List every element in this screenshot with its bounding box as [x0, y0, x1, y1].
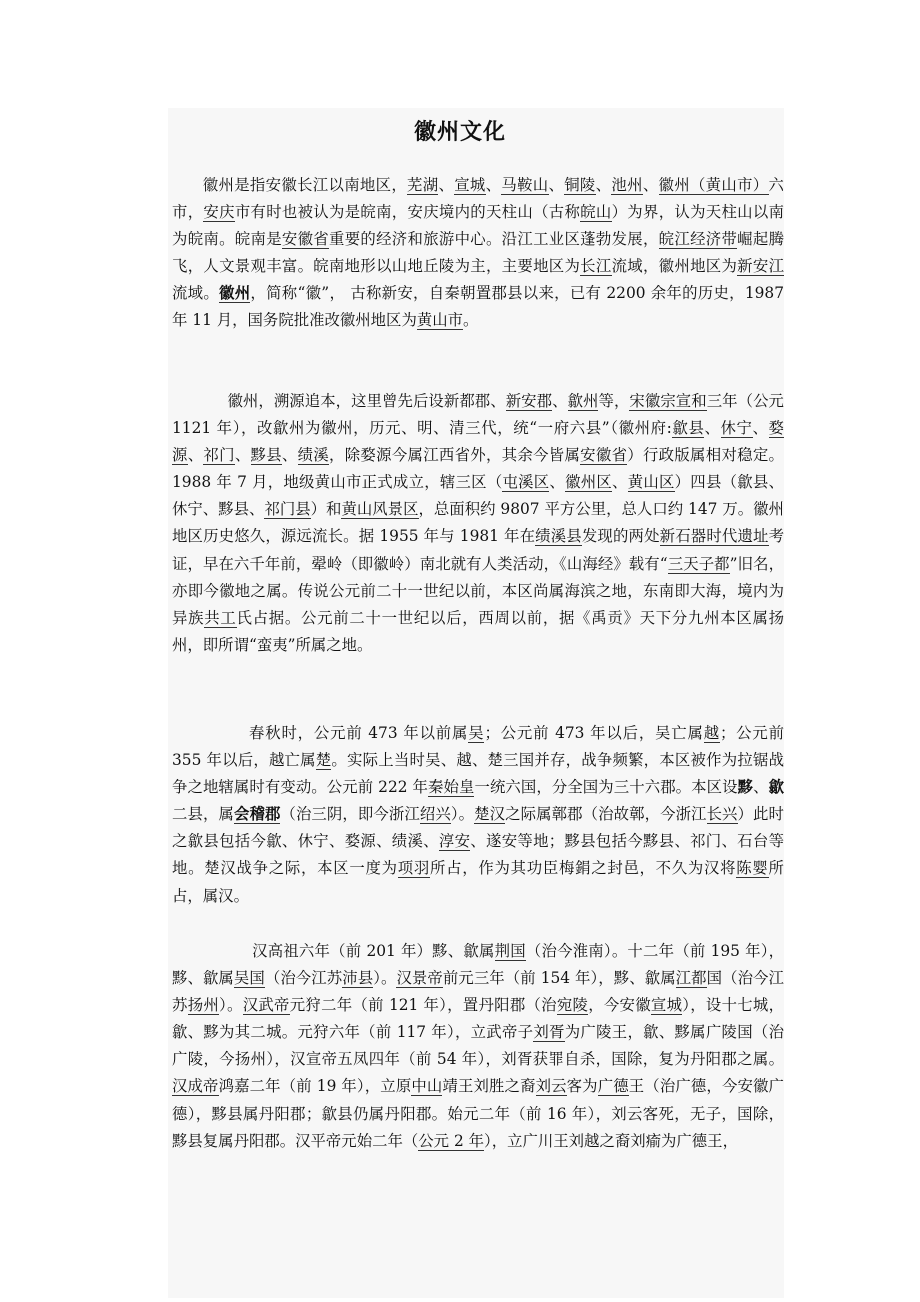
text-span: ），设十七城，歙、黟为其二城。元狩六年（前 117 年），立武帝子: [172, 996, 784, 1042]
text-span: （治三阴，即今浙江: [280, 805, 420, 824]
text-span: 为广陵王，歙、黟属广陵国（治广陵，今扬州），汉宣帝五凤四年（前 54 年），刘胥获罪自杀，国除，复为丹阳郡之属。: [172, 1023, 784, 1069]
term-link[interactable]: 屯溪区: [502, 473, 550, 492]
text-span: ）。: [450, 805, 475, 824]
term-link[interactable]: 汉成帝: [172, 1077, 219, 1096]
term-link[interactable]: 扬州: [187, 996, 220, 1015]
text-span: 鸿嘉二年（前 19 年），立原: [218, 1077, 412, 1096]
text-span: ”旧名，亦即今徽地之属。传说公元前二十一世纪以前，本区尚属海滨之地，东南即大海，境内为异族: [172, 554, 784, 627]
text-span: 。: [463, 311, 479, 330]
text-span: 徽州是指安徽长江以南地区，: [202, 176, 408, 194]
text-span: 、: [612, 473, 628, 492]
term-link[interactable]: 汉武帝: [242, 996, 290, 1015]
term-link[interactable]: 吴: [468, 724, 485, 742]
term-link[interactable]: 黄山风景区: [341, 500, 419, 519]
paragraph-text: [172, 938, 784, 1155]
term-link[interactable]: 徽州（黄山市）: [658, 176, 769, 194]
text-span: 氏占据。公元前二十一世纪以后，西周以前，据《禹贡》天下分九州本区属扬州，即所谓“蛮夷”所属之地。: [172, 608, 784, 654]
term-link[interactable]: 皖山: [580, 203, 612, 222]
text-span: 所占，属汉。: [172, 859, 784, 905]
term-link[interactable]: 汉景帝: [396, 969, 443, 988]
term-link[interactable]: 黟县: [250, 446, 282, 465]
text-span: ；公元前 355 年以后，越亡属: [172, 724, 784, 770]
text-span: 市有时也被认为是皖南，安庆境内的天柱山（古称: [234, 203, 581, 222]
text-span: 、: [281, 446, 298, 465]
text-span: 国（治今江苏: [172, 969, 784, 1015]
term-link[interactable]: 广德: [597, 1077, 629, 1096]
text-span: 春秋时，公元前 473 年以前属: [249, 724, 469, 742]
text-span: 王（治广德，今安徽广德），黟县属丹阳郡；歙县仍属丹阳郡。始元二年（前 16 年），刘云客死，无子，国除，黟县复属丹阳郡。汉平帝元始二年（: [172, 1077, 784, 1150]
text-span: 、: [642, 176, 659, 194]
term-link[interactable]: 绍兴: [419, 805, 451, 824]
text-span: 等，: [598, 392, 630, 410]
paragraph-2: [172, 388, 784, 659]
text-span: 流域，徽州地区为: [611, 257, 738, 276]
term-link[interactable]: 铜陵: [564, 176, 596, 194]
text-span: ，今安徽: [588, 996, 651, 1015]
term-link[interactable]: 新安郡: [505, 392, 553, 410]
term-link[interactable]: 绩溪县: [535, 527, 582, 546]
term-link[interactable]: 皖江经济带: [658, 230, 738, 249]
term-link[interactable]: 黄山区: [627, 473, 675, 492]
text-span: 、: [438, 176, 455, 194]
paragraph-text: [172, 720, 784, 910]
text-span: 发现的两处: [581, 527, 660, 546]
term-link[interactable]: 池州: [611, 176, 643, 194]
paragraph-text: [172, 172, 784, 335]
term-link[interactable]: 马鞍山: [501, 176, 549, 194]
term-link[interactable]: 吴国: [233, 969, 265, 988]
term-link[interactable]: 刘胥: [533, 1023, 565, 1042]
term-link[interactable]: 江都: [675, 969, 707, 988]
term-link[interactable]: 长江: [580, 257, 612, 276]
text-span: 考证，早在六千年前，翚岭（即徽岭）南北就有人类活动，《山海经》载有“: [172, 527, 784, 573]
text-span: 六市，: [172, 176, 784, 222]
text-span: ）四县（歙县、休宁、黟县、: [172, 473, 784, 519]
term-link[interactable]: 绩溪: [297, 446, 330, 465]
term-link[interactable]: 宋徽宗: [629, 392, 676, 410]
term-link[interactable]: 黄山市: [416, 311, 464, 330]
term-link[interactable]: 祁门县: [264, 500, 311, 519]
text-span: ，总面积约 9807 平方公里，总人口约 147 万。徽州地区历史悠久，源远流长。据 1955 年与 1981 年在: [172, 500, 784, 546]
term-link[interactable]: 宣和: [675, 392, 707, 410]
term-link[interactable]: 公元 2 年: [418, 1131, 485, 1150]
term-link[interactable]: 新石器时代遗址: [659, 527, 769, 546]
term-link[interactable]: 徽州: [219, 284, 251, 303]
term-link[interactable]: 越: [703, 724, 720, 742]
term-link[interactable]: 婺源: [172, 419, 784, 465]
text-span: 、遂安等地；黟县包括今黟县、祁门、石台等地。楚汉战争之际，本区一度为: [172, 832, 784, 878]
paragraph-1: [172, 172, 784, 335]
term-link[interactable]: 芜湖: [407, 176, 439, 194]
text-span: ；公元前 473 年以后，吴亡属: [484, 724, 704, 742]
text-span: 、: [552, 392, 568, 410]
term-link[interactable]: 三天子都: [667, 554, 730, 573]
text-span: 重要的经济和旅游中心。沿江工业区蓬勃发展，: [329, 230, 659, 249]
text-span: 三年（公元 1121 年），改歙州为徽州，历元、明、清三代，统“一府六县”（徽州府:: [172, 392, 784, 438]
term-link[interactable]: 安徽省: [281, 230, 329, 249]
term-link[interactable]: 荆国: [494, 942, 526, 960]
term-link[interactable]: 楚汉: [474, 805, 506, 824]
text-span: 黟: [737, 778, 754, 797]
text-span: 。实际上当时吴、越、楚三国并存，战争频繁，本区被作为拉锯战争之地辖属时有变动。公元前 222 年: [172, 751, 784, 797]
text-span: （治今淮南）。十二年（前 195 年），黟、歙属: [172, 942, 784, 988]
text-span: ）行政版属相对稳定。1988 年 7 月，地级黄山市正式成立，辖三区（: [172, 446, 784, 492]
term-link[interactable]: 陈婴: [736, 859, 769, 878]
text-span: 流域。: [172, 284, 220, 303]
text-span: ）。: [219, 996, 243, 1015]
term-link[interactable]: 宣城: [650, 996, 683, 1015]
text-span: 元狩二年（前 121 年），置丹阳郡（治: [289, 996, 557, 1015]
text-span: 一统六国，分全国为三十六郡。本区设: [474, 778, 738, 797]
term-link[interactable]: 会稽郡: [233, 805, 281, 824]
text-span: 、: [595, 176, 612, 194]
term-link[interactable]: 沛县: [342, 969, 374, 988]
text-span: ）为界，认为天柱山以南为皖南。皖南是: [172, 203, 784, 249]
term-link[interactable]: 淳安: [438, 832, 471, 851]
text-span: 、: [485, 176, 502, 194]
term-link[interactable]: 长兴: [706, 805, 738, 824]
paragraph-text: [172, 388, 784, 659]
term-link[interactable]: 安徽省: [580, 446, 628, 465]
text-span: 、: [187, 446, 204, 465]
text-span: 崛起腾飞，人文景观丰富。皖南地形以山地丘陵为主，主要地区为: [172, 230, 784, 276]
term-link[interactable]: 徽州区: [565, 473, 613, 492]
text-span: 二县，属: [172, 805, 234, 824]
term-link[interactable]: 祁门: [203, 446, 235, 465]
text-span: 、: [752, 419, 769, 438]
text-span: ），立广川王刘越之裔刘瘉为广德王，: [484, 1131, 738, 1150]
term-link[interactable]: 楚: [315, 751, 332, 770]
text-span: （治今江苏: [264, 969, 343, 988]
term-link[interactable]: 共工: [204, 608, 237, 627]
document-title: 徽州文化: [413, 119, 506, 145]
text-span: 客为: [566, 1077, 598, 1096]
term-link[interactable]: 新安江: [737, 257, 784, 276]
text-span: 、: [704, 419, 721, 438]
text-span: 、: [234, 446, 251, 465]
paragraph-4: [172, 938, 784, 1155]
text-span: ）此时之歙县包括今歙、休宁、婺源、绩溪、: [172, 805, 784, 851]
term-link[interactable]: 休宁: [720, 419, 753, 438]
term-link[interactable]: 中山: [411, 1077, 443, 1096]
text-span: 靖王刘胜之裔: [442, 1077, 536, 1096]
text-span: 、: [753, 778, 769, 797]
text-span: ，简称“徽”， 古称新安，自秦朝置郡县以来，已有 2200 余年的历史，1987 年 11 月，国务院批准改徽州地区为: [172, 284, 784, 330]
text-span: 前元三年（前 154 年），黟、歙属: [442, 969, 676, 988]
text-span: ，除婺源今属江西省外，其余今皆属: [329, 446, 581, 465]
term-link[interactable]: 歙州: [567, 392, 599, 410]
text-span: 汉高祖六年（前 201 年）黟、歙属: [252, 942, 495, 960]
text-span: 所占，作为其功臣梅鋗之封邑，不久为汉将: [429, 859, 737, 878]
term-link[interactable]: 宣城: [454, 176, 486, 194]
term-link[interactable]: 秦始皇: [428, 778, 475, 797]
text-span: 、: [549, 473, 566, 492]
term-link[interactable]: 刘云: [535, 1077, 567, 1096]
text-span: 歙: [768, 778, 784, 797]
text-span: 之际属鄣郡（治故鄣，今浙江: [505, 805, 707, 824]
term-link[interactable]: 安庆: [203, 203, 235, 222]
term-link[interactable]: 宛陵: [556, 996, 589, 1015]
term-link[interactable]: 项羽: [397, 859, 430, 878]
text-span: ）。: [373, 969, 397, 988]
text-span: 徽州，溯源追本，这里曾先后设新都郡、: [227, 392, 506, 410]
text-span: 、: [548, 176, 565, 194]
term-link[interactable]: 歙县: [671, 419, 705, 438]
paragraph-3: [172, 720, 784, 910]
text-span: ）和: [310, 500, 342, 519]
